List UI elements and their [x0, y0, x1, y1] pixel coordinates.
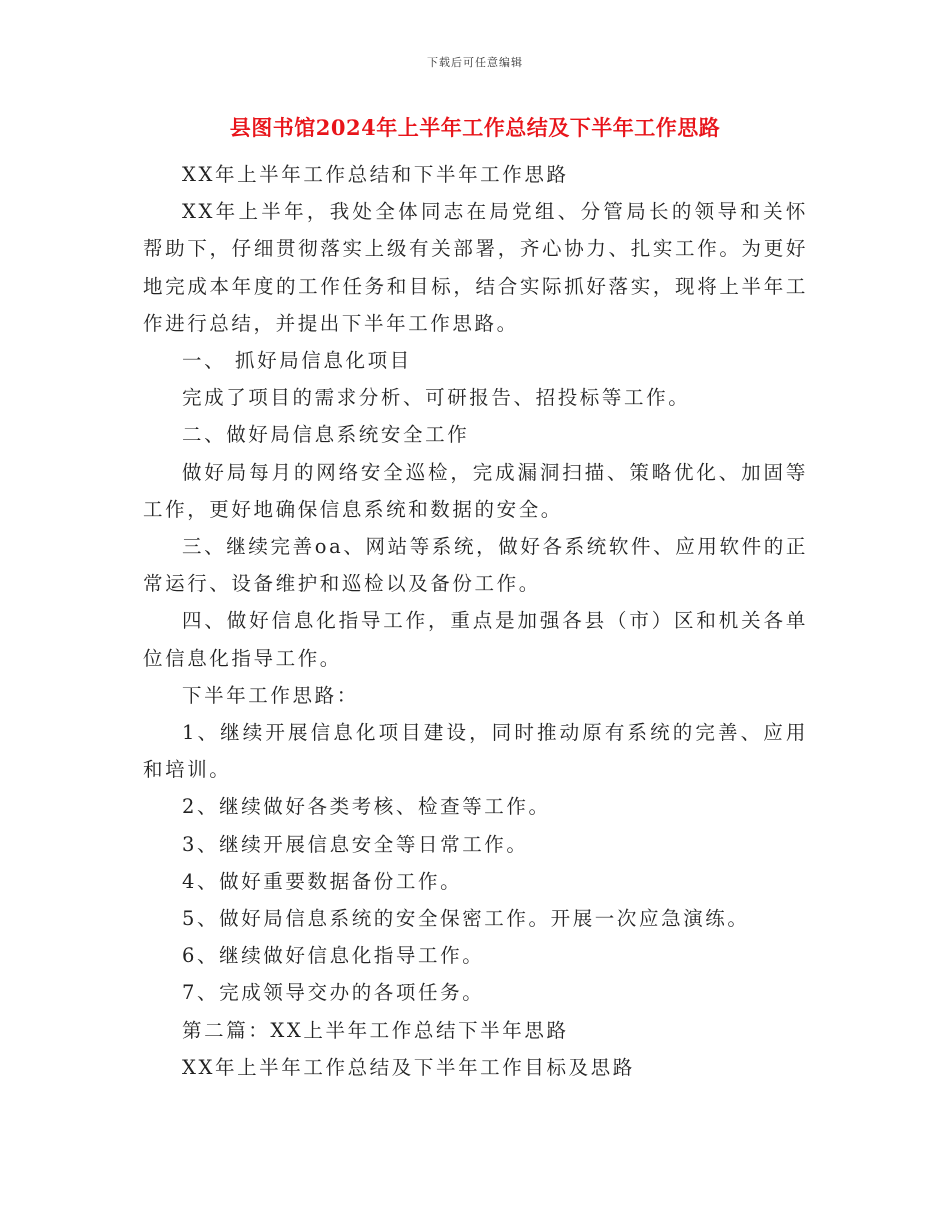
paragraph-section-3: 三、继续完善oa、网站等系统，做好各系统软件、应用软件的正常运行、设备维护和巡检以及备份工作。	[143, 535, 808, 596]
paragraph-section-4: 四、做好信息化指导工作，重点是加强各县（市）区和机关各单位信息化指导工作。	[143, 609, 808, 670]
plan-item-7: 7、完成领导交办的各项任务。	[182, 981, 485, 1005]
paragraph-section-1: 完成了项目的需求分析、可研报告、招投标等工作。	[182, 386, 691, 410]
plan-item-5: 5、做好局信息系统的安全保密工作。开展一次应急演练。	[182, 907, 750, 931]
page-header-note: 下载后可任意编辑	[427, 56, 523, 69]
section-heading-part-two: 第二篇：XX上半年工作总结下半年思路	[182, 1018, 569, 1042]
section-heading-1: 一、 抓好局信息化项目	[182, 349, 412, 373]
paragraph-intro: XX年上半年，我处全体同志在局党组、分管局长的领导和关怀帮助下，仔细贯彻落实上级有关部署，齐心协力、扎实工作。为更好地完成本年度的工作任务和目标，结合实际抓好落实，现将上半年工作进行总结，并提出下半年工作思路。	[143, 200, 808, 335]
plan-item-3: 3、继续开展信息安全等日常工作。	[182, 832, 529, 856]
section-heading-plan: 下半年工作思路：	[182, 683, 359, 707]
plan-item-6: 6、继续做好信息化指导工作。	[182, 944, 485, 968]
paragraph-section-2: 做好局每月的网络安全巡检，完成漏洞扫描、策略优化、加固等工作，更好地确保信息系统和数据的安全。	[143, 460, 808, 521]
plan-item-2: 2、继续做好各类考核、检查等工作。	[182, 795, 551, 819]
document-body	[143, 156, 808, 1086]
paragraph-heading-summary: XX年上半年工作总结和下半年工作思路	[182, 163, 569, 186]
section-heading-2: 二、做好局信息系统安全工作	[182, 423, 470, 447]
paragraph-part-two-subtitle: XX年上半年工作总结及下半年工作目标及思路	[182, 1055, 635, 1079]
plan-item-1: 1、继续开展信息化项目建设，同时推动原有系统的完善、应用和培训。	[143, 721, 808, 782]
document-title: 县图书馆2024年上半年工作总结及下半年工作思路	[229, 115, 721, 140]
plan-item-4: 4、做好重要数据备份工作。	[182, 869, 463, 893]
